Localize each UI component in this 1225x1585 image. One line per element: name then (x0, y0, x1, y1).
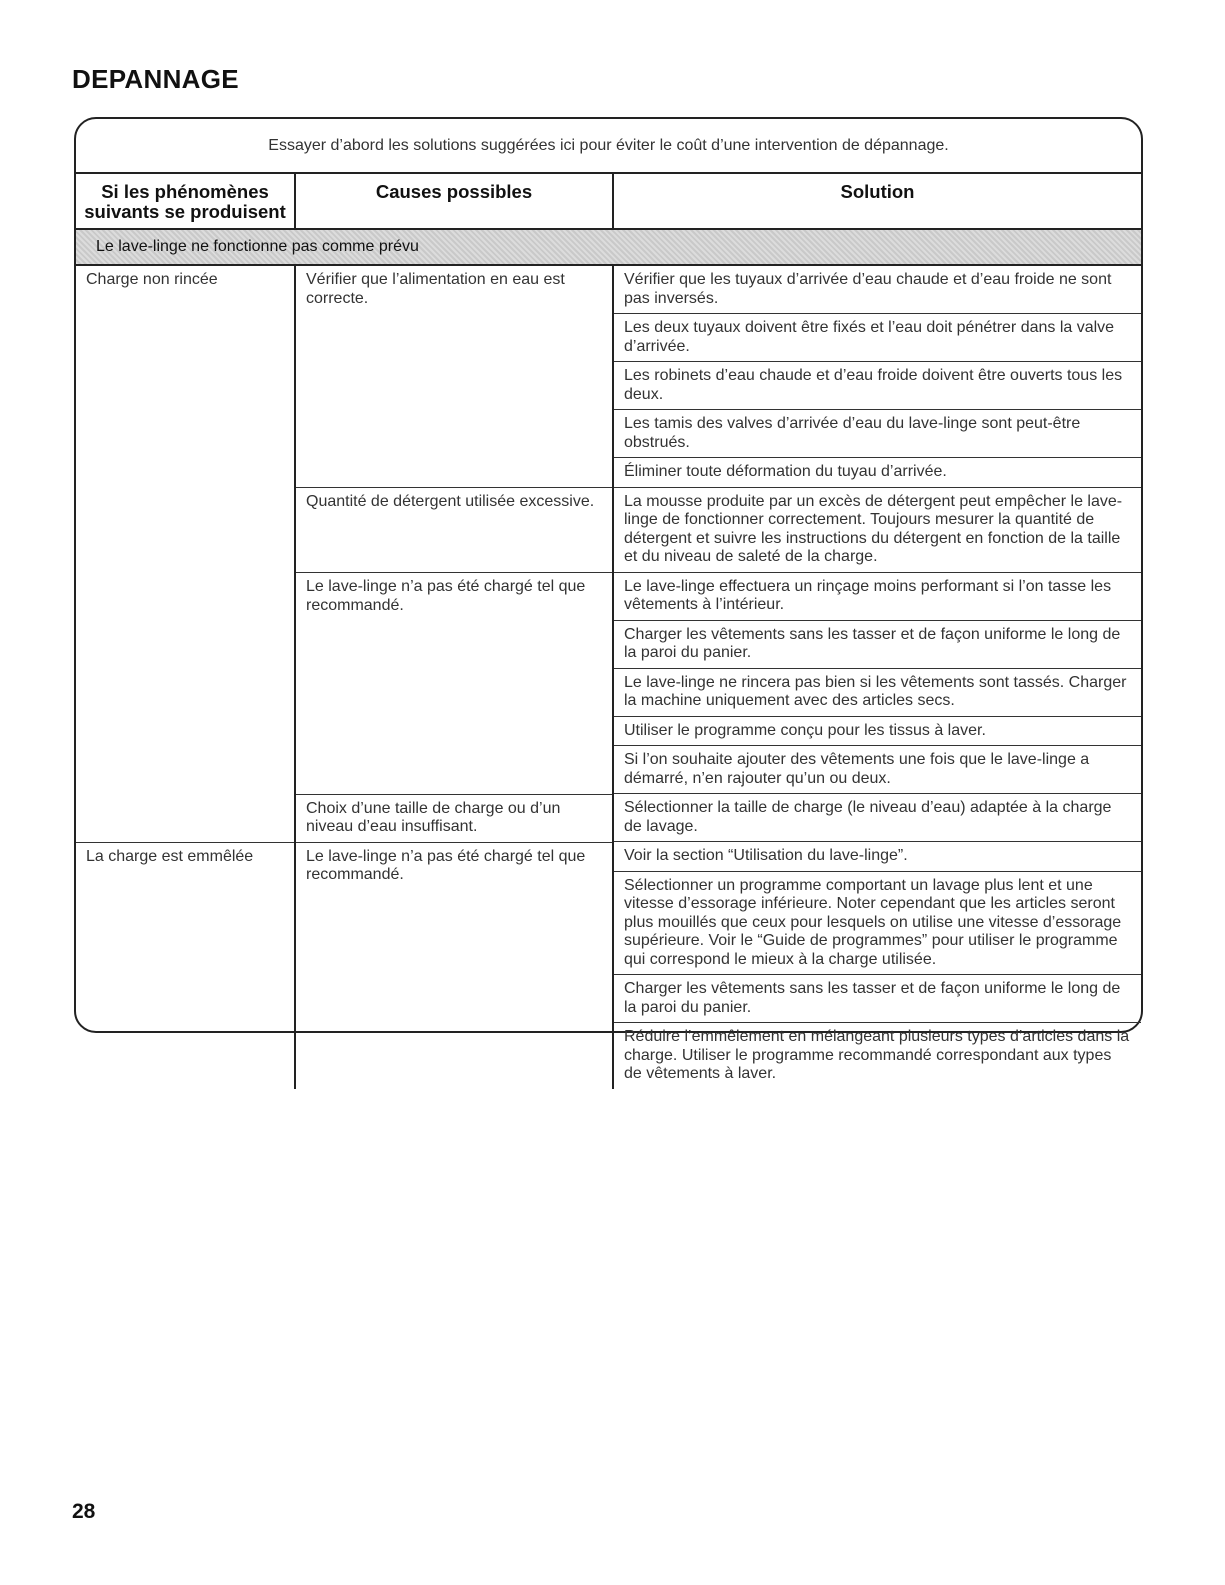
solution-item: Si l’on souhaite ajouter des vêtements une fois que le lave-linge a démarré, n’en rajouter qu’un ou deux. (614, 746, 1141, 794)
page-title: DEPANNAGE (72, 64, 239, 94)
solution-item: Utiliser le programme conçu pour les tissus à laver. (614, 717, 1141, 747)
solution-item: Les robinets d’eau chaude et d’eau froide doivent être ouverts tous les deux. (614, 362, 1141, 410)
solution-item: Vérifier que les tuyaux d’arrivée d’eau chaude et d’eau froide ne sont pas inversés. (614, 266, 1141, 314)
cause-cell: Le lave-linge n’a pas été chargé tel que recommandé. (295, 842, 613, 1089)
solution-cell (613, 265, 1141, 488)
symptom-cell: Charge non rincée (76, 265, 295, 842)
solution-item: Le lave-linge ne rincera pas bien si les vêtements sont tassés. Charger la machine uniquement avec des articles secs. (614, 669, 1141, 717)
solution-cell (613, 794, 1141, 842)
solution-item: La mousse produite par un excès de détergent peut empêcher le lave-linge de fonctionner correctement. Toujours mesurer la quantité de détergent et suivre les instructions du détergent en fonction de la taille et du niveau de saleté de la charge. (614, 488, 1141, 573)
solution-item: Sélectionner un programme comportant un lavage plus lent et une vitesse d’essorage inférieure. Noter cependant que les articles seront plus mouillés que ceux pour lesquels on utilise une vitesse d’essorage supérieure. Voir le “Guide de programmes” pour utiliser le programme qui correspond le mieux à la charge utilisée. (614, 872, 1141, 976)
solution-item: Charger les vêtements sans les tasser et de façon uniforme le long de la paroi du panier. (614, 621, 1141, 669)
cause-cell: Le lave-linge n’a pas été chargé tel que recommandé. (295, 573, 613, 795)
cause-cell: Quantité de détergent utilisée excessive. (295, 488, 613, 573)
solution-cell (613, 488, 1141, 573)
section-banner: Le lave-linge ne fonctionne pas comme prévu (76, 229, 1141, 265)
troubleshooting-panel (74, 117, 1143, 1082)
section-banner-row (76, 229, 1141, 265)
troubleshooting-table (76, 174, 1141, 1089)
header-symptoms: Si les phénomènes suivants se produisent (76, 174, 295, 229)
solution-item: Charger les vêtements sans les tasser et de façon uniforme le long de la paroi du panier. (614, 975, 1141, 1023)
table-row (76, 842, 1141, 1089)
table-row (76, 265, 1141, 488)
solution-cell (613, 573, 1141, 795)
symptom-cell: La charge est emmêlée (76, 842, 295, 1089)
cause-cell: Choix d’une taille de charge ou d’un niveau d’eau insuffisant. (295, 794, 613, 842)
header-causes: Causes possibles (295, 174, 613, 229)
solution-item: Le lave-linge effectuera un rinçage moins performant si l’on tasse les vêtements à l’intérieur. (614, 573, 1141, 621)
header-solution: Solution (840, 181, 915, 202)
page-number: 28 (72, 1500, 96, 1523)
solution-item: Éliminer toute déformation du tuyau d’arrivée. (614, 458, 1141, 488)
intro-text: Essayer d’abord les solutions suggérées ici pour éviter le coût d’une intervention de dépannage. (76, 119, 1141, 174)
table-header-row (76, 174, 1141, 229)
solution-item: Réduire l’emmêlement en mélangeant plusieurs types d’articles dans la charge. Utiliser le programme recommandé correspondant aux types de vêtements à laver. (624, 1028, 1130, 1082)
solution-item: Les tamis des valves d’arrivée d’eau du lave-linge sont peut-être obstrués. (614, 410, 1141, 458)
solution-item: Voir la section “Utilisation du lave-linge”. (614, 842, 1141, 872)
solution-cell (613, 842, 1141, 1089)
solution-item: Sélectionner la taille de charge (le niveau d’eau) adaptée à la charge de lavage. (614, 794, 1141, 842)
solution-item: Les deux tuyaux doivent être fixés et l’eau doit pénétrer dans la valve d’arrivée. (614, 314, 1141, 362)
cause-cell: Vérifier que l’alimentation en eau est correcte. (295, 265, 613, 488)
